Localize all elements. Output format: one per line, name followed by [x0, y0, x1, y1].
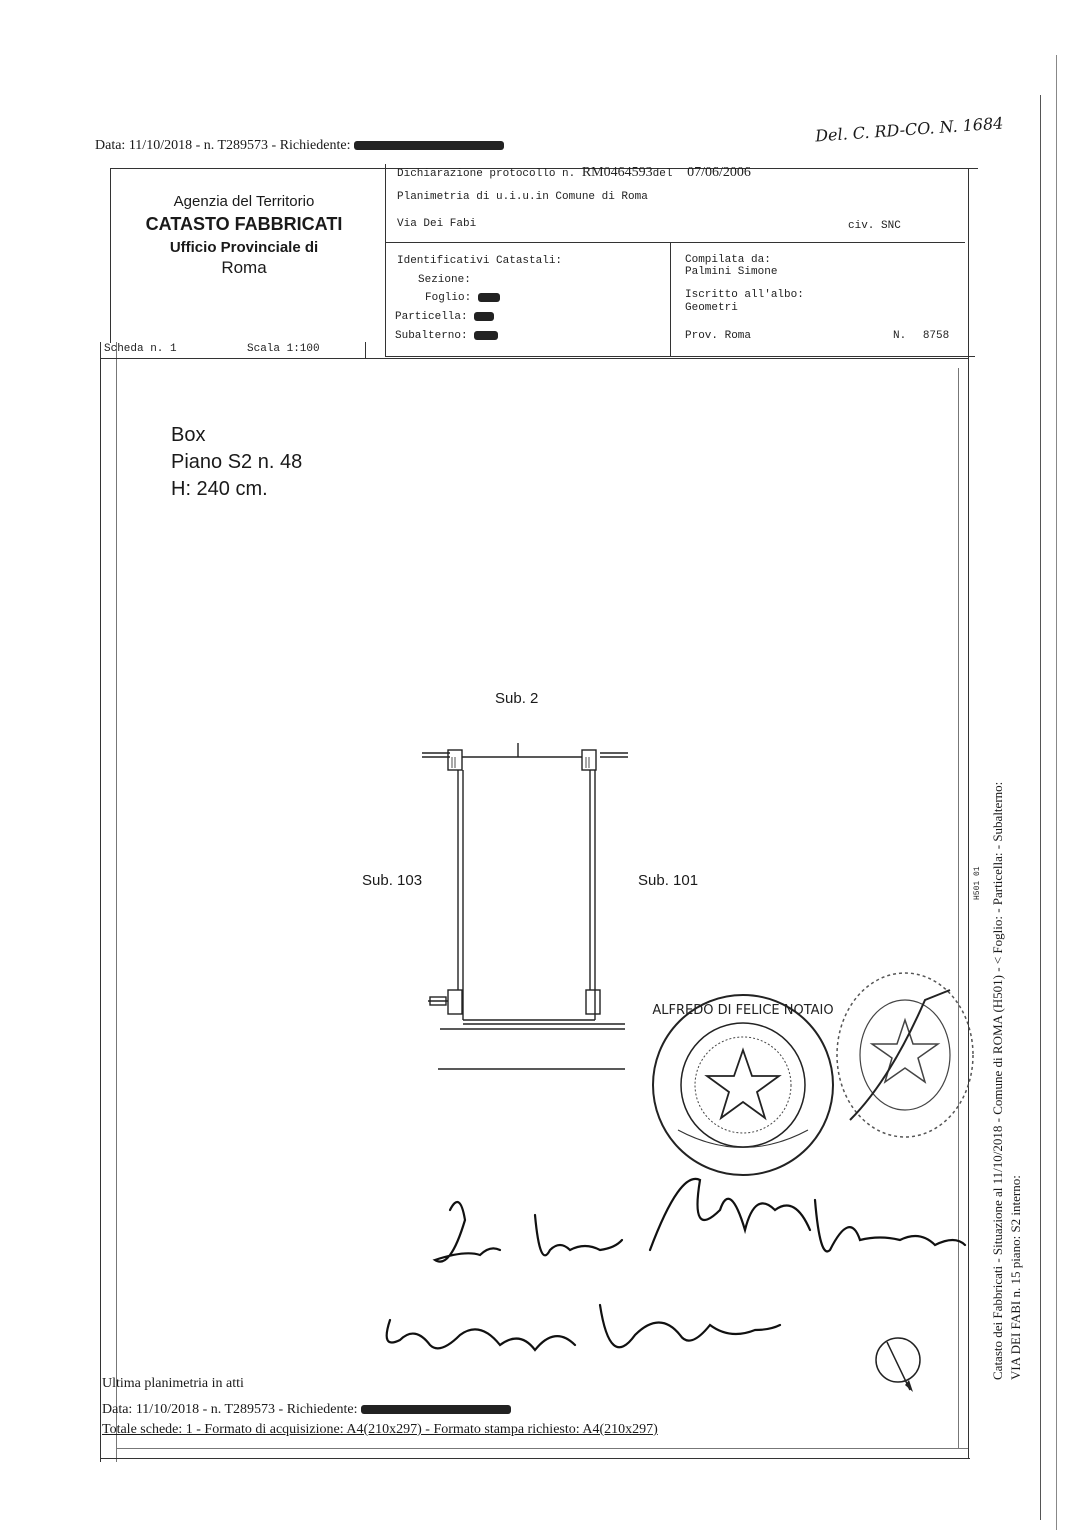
plan-description — [171, 422, 302, 503]
scan-edge-line-2 — [1056, 55, 1057, 1530]
street-line: Via Dei Fabi — [397, 218, 477, 230]
compiled-by-label: Compilata da: — [685, 254, 771, 266]
sub-left-label: Sub. 103 — [362, 872, 423, 889]
scheda-divider — [365, 342, 366, 358]
footer-data-line: Data: 11/10/2018 - n. T289573 - Richiedente: — [102, 1402, 511, 1418]
floor-plan-drawing — [400, 735, 650, 1075]
plan-title: Box — [171, 424, 206, 446]
province: Prov. Roma — [685, 330, 752, 342]
agency-name: Agenzia del Territorio — [173, 193, 315, 210]
plan-floor: Piano S2 n. 48 — [171, 451, 303, 473]
svg-text:ALFREDO DI FELICE NOTAIO: ALFREDO DI FELICE NOTAIO — [652, 1003, 834, 1018]
sub-top-label: Sub. 2 — [495, 690, 539, 707]
registered-label: Iscritto all'albo: — [685, 289, 804, 301]
subalterno-row: Subalterno: — [395, 330, 498, 342]
registered-value: Geometri — [685, 302, 738, 314]
particella-row: Particella: — [395, 311, 494, 323]
registration-number: N. 8758 — [893, 330, 950, 342]
side-text-line1: Catasto dei Fabbricati - Situazione al 11/10/2018 - Comune di ROMA (H501) - < Foglio: - Particella: - Subalterno: — [990, 781, 1005, 1380]
declaration-divider — [385, 242, 965, 243]
declaration-bottom — [385, 356, 975, 357]
side-tiny-code: H501 01 — [973, 866, 982, 900]
scale: Scala 1:100 — [247, 343, 320, 355]
frame-left-inner — [116, 342, 117, 1462]
foglio-row: Foglio: — [425, 292, 500, 304]
identifiers-title: Identificativi Catastali: — [397, 255, 563, 267]
header-data-line: Data: 11/10/2018 - n. T289573 - Richiedente: — [95, 138, 504, 154]
compiled-by-name: Palmini Simone — [685, 266, 778, 278]
footer-totals: Totale schede: 1 - Formato di acquisizione: A4(210x297) - Formato stampa richiesto: A4(210x297) — [102, 1422, 658, 1437]
plan-title-line: Planimetria di u.i.u.in Comune di Roma — [397, 191, 648, 203]
civ-number: civ. SNC — [848, 220, 901, 232]
sezione-label: Sezione: — [418, 274, 471, 286]
compiler-divider — [670, 242, 671, 356]
frame-bottom-inner — [116, 1448, 968, 1449]
plan-height: H: 240 cm. — [171, 478, 268, 500]
notary-stamp-seal-2 — [830, 960, 980, 1150]
side-text-line2: VIA DEI FABI n. 15 piano: S2 interno: — [1008, 1175, 1023, 1380]
redacted-requester — [354, 141, 504, 150]
scan-edge-line — [1040, 95, 1041, 1520]
sub-right-label: Sub. 101 — [638, 872, 699, 889]
last-plan-label: Ultima planimetria in atti — [102, 1376, 244, 1391]
catasto-title: CATASTO FABBRICATI — [145, 214, 343, 234]
frame-left-top — [110, 168, 111, 343]
protocol-line: Dichiarazione protocollo n. RM0464593del 07/06/2006 — [397, 165, 751, 180]
handwritten-note: Del. C. RD-CO. N. 1684 — [814, 113, 1004, 146]
office-label: Ufficio Provinciale di — [169, 239, 319, 256]
agency-block — [130, 193, 358, 278]
frame-plan-top — [100, 358, 968, 359]
frame-bottom — [100, 1458, 970, 1459]
scheda-number: Scheda n. 1 — [104, 343, 177, 355]
office-city: Roma — [221, 258, 267, 277]
frame-left — [100, 342, 101, 1462]
north-arrow-icon — [865, 1330, 935, 1400]
